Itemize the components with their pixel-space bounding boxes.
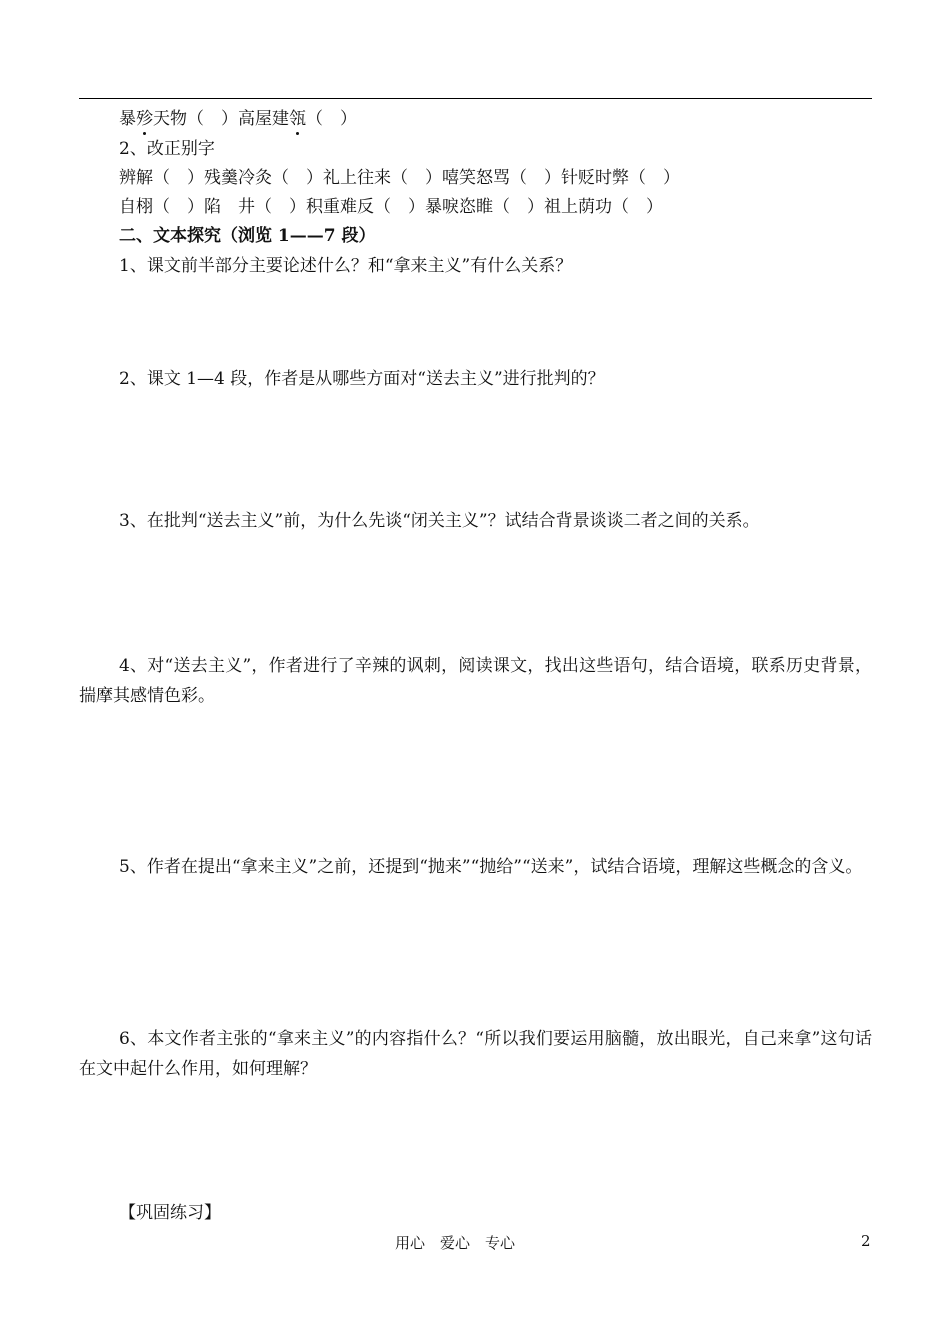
vocab-line-typos-1: 辨解（ ）残羹冷灸（ ）礼上往来（ ）嘻笑怒骂（ ）针贬时弊（ ）: [119, 168, 680, 188]
page-number: 2: [861, 1232, 871, 1250]
consolidation-heading: 【巩固练习】: [119, 1203, 221, 1223]
question-2: 2、课文 1—4 段，作者是从哪些方面对“送去主义”进行批判的？: [119, 369, 605, 389]
header-rule: [79, 98, 872, 99]
question-6: 6、本文作者主张的“拿来主义”的内容指什么？“所以我们要运用脑髓，放出眼光，自己来拿”这句话在文中起什么作用，如何理解？: [79, 1029, 872, 1079]
emphasis-dot: [143, 132, 146, 135]
footer-motto: 用心 爱心 专心: [395, 1234, 516, 1252]
vocab-line-typos-2: 自栩（ ）陷 井（ ）积重难反（ ）暴唳恣睢（ ）祖上荫功（ ）: [119, 197, 663, 217]
question-4: 4、对“送去主义”，作者进行了辛辣的讽刺，阅读课文，找出这些语句，结合语境，联系历史背景，揣摩其感情色彩。: [79, 656, 872, 706]
vocab-heading-correct-characters: 2、改正别字: [119, 139, 215, 159]
section-heading-text-exploration: 二、文本探究（浏览 1——7 段）: [119, 226, 376, 246]
emphasis-dot: [296, 132, 299, 135]
question-3: 3、在批判“送去主义”前，为什么先谈“闭关主义”？试结合背景谈谈二者之间的关系。: [119, 511, 760, 531]
question-5: 5、作者在提出“拿来主义”之前，还提到“抛来”“抛给”“送来”，试结合语境，理解这些概念的含义。: [119, 857, 863, 877]
vocab-line-pronunciation: 暴殄 天物（ ）高屋建瓴 （ ）: [119, 108, 357, 130]
question-1: 1、课文前半部分主要论述什么？和“拿来主义”有什么关系？: [119, 256, 573, 276]
